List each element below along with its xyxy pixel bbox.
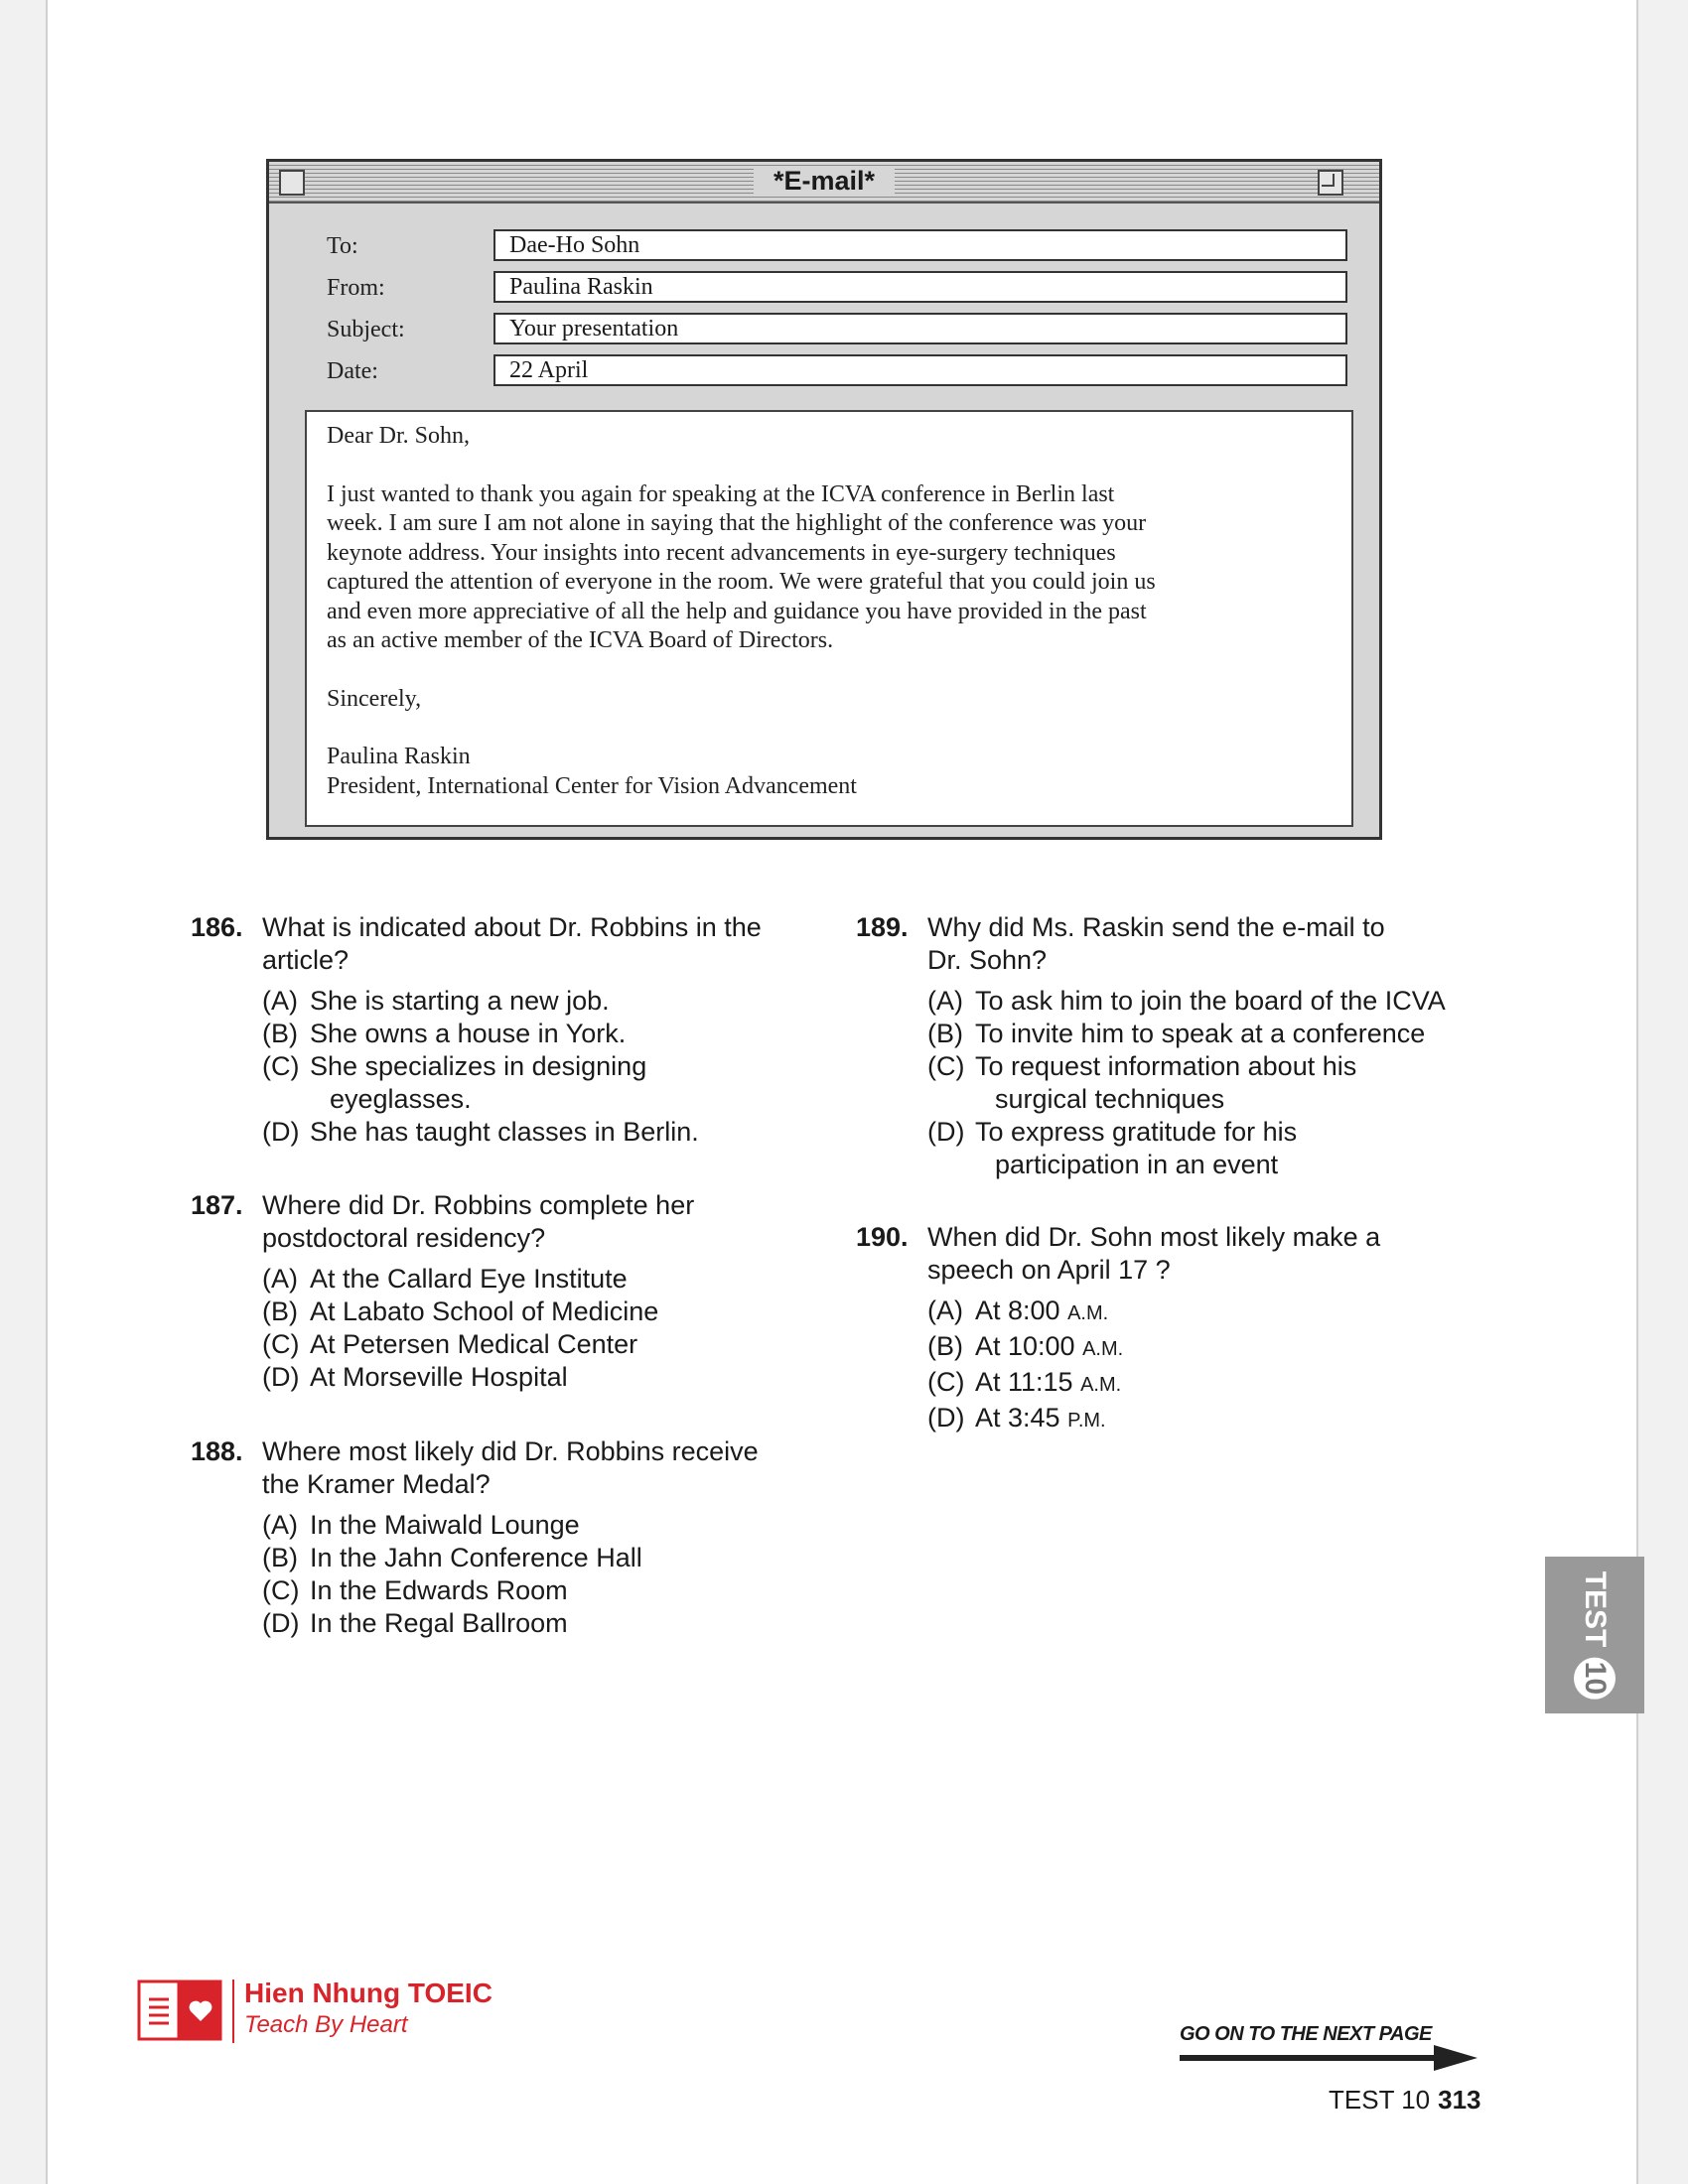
answer-option-d[interactable] xyxy=(262,1361,826,1394)
question-stem xyxy=(927,911,1491,977)
email-body xyxy=(305,410,1353,827)
arrow-right-icon xyxy=(1180,2045,1477,2071)
option-text: At 11:15 xyxy=(975,1367,1073,1397)
option-letter: (C) xyxy=(927,1367,965,1397)
option-text: To invite him to speak at a conference xyxy=(975,1019,1426,1048)
option-text: In the Regal Ballroom xyxy=(310,1608,568,1638)
answer-option-d[interactable] xyxy=(262,1116,826,1149)
signature-name: Paulina Raskin xyxy=(327,744,471,769)
question-stem xyxy=(262,1435,826,1501)
option-text: She is starting a new job. xyxy=(310,986,610,1016)
option-text: To request information about his xyxy=(975,1051,1357,1081)
stem-line: When did Dr. Sohn most likely make a xyxy=(927,1222,1381,1252)
answer-option-a[interactable] xyxy=(262,1509,826,1542)
to-field: Dae-Ho Sohn xyxy=(493,229,1347,261)
logo-divider xyxy=(232,1979,234,2043)
question-number: 187. xyxy=(191,1190,243,1220)
email-header-to xyxy=(269,229,1379,263)
option-letter: (D) xyxy=(927,1117,965,1147)
header-label: To: xyxy=(327,233,358,259)
side-tab-label: TEST xyxy=(1579,1570,1612,1648)
option-letter: (A) xyxy=(262,986,298,1016)
stem-line: speech on April 17 ? xyxy=(927,1255,1171,1285)
option-text: In the Edwards Room xyxy=(310,1575,568,1605)
option-text: At Morseville Hospital xyxy=(310,1362,568,1392)
close-box-icon xyxy=(279,170,305,196)
option-letter: (A) xyxy=(262,1510,298,1540)
zoom-box-icon xyxy=(1318,170,1343,196)
question-190 xyxy=(856,1221,1491,1437)
option-letter: (D) xyxy=(262,1362,300,1392)
stem-line: Where most likely did Dr. Robbins receive xyxy=(262,1436,759,1466)
question-number: 186. xyxy=(191,912,243,942)
time-suffix: A.M. xyxy=(1082,1338,1124,1360)
option-text: She specializes in designing xyxy=(310,1051,647,1081)
time-suffix: P.M. xyxy=(1067,1410,1106,1432)
email-body-line: week. I am sure I am not alone in saying that the highlight of the conference was your xyxy=(327,510,1147,536)
option-text: She has taught classes in Berlin. xyxy=(310,1117,699,1147)
answer-option-d[interactable] xyxy=(262,1607,826,1640)
question-number: 188. xyxy=(191,1436,243,1466)
option-letter: (A) xyxy=(927,986,963,1016)
option-letter: (B) xyxy=(927,1331,963,1361)
answer-option-d[interactable] xyxy=(927,1402,1491,1437)
option-text: In the Jahn Conference Hall xyxy=(310,1543,642,1572)
option-letter: (C) xyxy=(927,1051,965,1081)
answer-option-c[interactable] xyxy=(262,1574,826,1607)
email-body-line: captured the attention of everyone in the room. We were grateful that you could join us xyxy=(327,569,1156,595)
side-tab-number: 10 xyxy=(1574,1657,1616,1699)
option-text: surgical techniques xyxy=(995,1084,1225,1114)
stem-line: Dr. Sohn? xyxy=(927,945,1048,975)
answer-option-c[interactable] xyxy=(262,1050,826,1116)
question-stem xyxy=(927,1221,1491,1287)
email-body-line: and even more appreciative of all the help and guidance you have provided in the past xyxy=(327,598,1147,624)
email-title-bar xyxy=(269,162,1379,204)
question-189 xyxy=(856,911,1491,1181)
answer-option-b[interactable] xyxy=(262,1542,826,1574)
question-stem xyxy=(262,1189,826,1255)
answer-option-a[interactable] xyxy=(262,985,826,1018)
email-body-line: keynote address. Your insights into recent advancements in eye-surgery techniques xyxy=(327,539,1116,566)
option-text: At Petersen Medical Center xyxy=(310,1329,638,1359)
stem-line: postdoctoral residency? xyxy=(262,1223,546,1253)
option-text: At 8:00 xyxy=(975,1296,1060,1325)
question-188 xyxy=(191,1435,826,1640)
question-number: 190. xyxy=(856,1222,909,1252)
option-text: At the Callard Eye Institute xyxy=(310,1264,628,1294)
option-letter: (C) xyxy=(262,1575,300,1605)
option-letter: (B) xyxy=(927,1019,963,1048)
answer-option-a[interactable] xyxy=(927,1295,1491,1330)
page-footer xyxy=(1329,2085,1481,2116)
logo-name: Hien Nhung TOEIC xyxy=(244,1978,492,2008)
option-text: To express gratitude for his xyxy=(975,1117,1298,1147)
answer-option-b[interactable] xyxy=(927,1018,1491,1050)
option-letter: (A) xyxy=(927,1296,963,1325)
email-body-line: I just wanted to thank you again for speaking at the ICVA conference in Berlin last xyxy=(327,480,1115,507)
stem-line: article? xyxy=(262,945,350,975)
option-letter: (D) xyxy=(927,1403,965,1433)
stem-line: What is indicated about Dr. Robbins in the xyxy=(262,912,762,942)
email-greeting: Dear Dr. Sohn, xyxy=(327,423,470,449)
stem-line: Why did Ms. Raskin send the e-mail to xyxy=(927,912,1385,942)
email-window-title: *E-mail* xyxy=(754,166,895,197)
book-heart-icon xyxy=(137,1976,222,2045)
option-text: At 10:00 xyxy=(975,1331,1075,1361)
question-stem xyxy=(262,911,826,977)
option-letter: (D) xyxy=(262,1608,300,1638)
header-label: Subject: xyxy=(327,317,405,342)
time-suffix: A.M. xyxy=(1080,1374,1122,1396)
header-label: From: xyxy=(327,275,385,301)
option-letter: (B) xyxy=(262,1297,298,1326)
answer-option-d[interactable] xyxy=(927,1116,1491,1181)
option-letter: (C) xyxy=(262,1329,300,1359)
answer-option-a[interactable] xyxy=(262,1263,826,1296)
email-window xyxy=(266,159,1382,840)
question-187 xyxy=(191,1189,826,1394)
go-on-next-page-text: GO ON TO THE NEXT PAGE xyxy=(1180,2023,1432,2045)
header-label: Date: xyxy=(327,358,378,384)
footer-test-label: TEST 10 xyxy=(1329,2085,1431,2115)
stem-line: the Kramer Medal? xyxy=(262,1469,491,1499)
signature-title: President, International Center for Vision Advancement xyxy=(327,772,857,799)
email-header-subject xyxy=(269,313,1379,346)
question-number: 189. xyxy=(856,912,909,942)
date-field: 22 April xyxy=(493,354,1347,386)
option-text: At Labato School of Medicine xyxy=(310,1297,659,1326)
option-letter: (B) xyxy=(262,1543,298,1572)
logo-tagline: Teach By Heart xyxy=(244,2011,408,2038)
stem-line: Where did Dr. Robbins complete her xyxy=(262,1190,695,1220)
answer-option-a[interactable] xyxy=(927,985,1491,1018)
answer-option-b[interactable] xyxy=(262,1018,826,1050)
time-suffix: A.M. xyxy=(1067,1302,1109,1324)
option-text: To ask him to join the board of the ICVA xyxy=(975,986,1446,1016)
email-header-from xyxy=(269,271,1379,305)
question-186 xyxy=(191,911,826,1149)
subject-field: Your presentation xyxy=(493,313,1347,344)
answer-option-c[interactable] xyxy=(927,1366,1491,1402)
option-text: At 3:45 xyxy=(975,1403,1060,1433)
option-text: In the Maiwald Lounge xyxy=(310,1510,580,1540)
answer-option-c[interactable] xyxy=(262,1328,826,1361)
option-text: participation in an event xyxy=(995,1150,1279,1179)
option-letter: (C) xyxy=(262,1051,300,1081)
answer-option-b[interactable] xyxy=(262,1296,826,1328)
option-letter: (A) xyxy=(262,1264,298,1294)
brand-logo xyxy=(137,1976,534,2055)
answer-option-b[interactable] xyxy=(927,1330,1491,1366)
option-text: eyeglasses. xyxy=(330,1084,472,1114)
option-letter: (D) xyxy=(262,1117,300,1147)
from-field: Paulina Raskin xyxy=(493,271,1347,303)
option-letter: (B) xyxy=(262,1019,298,1048)
test-side-tab xyxy=(1545,1557,1644,1713)
answer-option-c[interactable] xyxy=(927,1050,1491,1116)
option-text: She owns a house in York. xyxy=(310,1019,627,1048)
page-number: 313 xyxy=(1438,2085,1481,2115)
email-header-date xyxy=(269,354,1379,388)
email-body-line: as an active member of the ICVA Board of Directors. xyxy=(327,627,834,653)
email-closing: Sincerely, xyxy=(327,685,422,712)
